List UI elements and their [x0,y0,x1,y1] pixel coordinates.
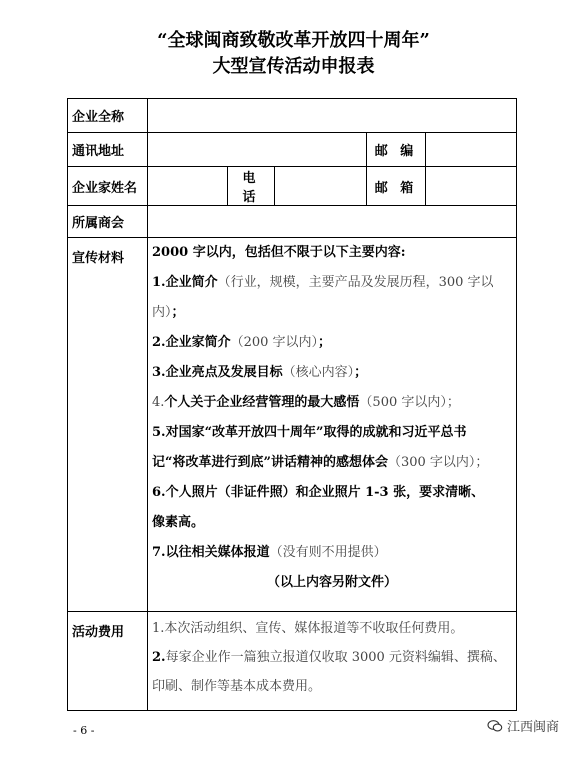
item1-desc-cont: 内） [152,305,172,320]
item3-tail: ； [354,365,368,380]
row-chamber [68,206,517,238]
phone-field[interactable] [275,167,367,206]
fee-line2-number: 2. [152,650,166,665]
page-number: - 6 - [73,724,95,737]
row-founder [68,167,517,206]
email-field[interactable] [426,167,517,206]
item5-line2: 记“将改革进行到底”讲话精神的感想体会 [152,455,388,470]
phone-label: 电 话 [228,167,275,206]
chamber-label: 所属商会 [68,206,148,238]
form-title-line1: “全球闽商致敬改革开放四十周年” [157,30,430,51]
fee-line3: 印刷、制作等基本成本费用。 [152,679,322,694]
row-company-name [68,99,517,133]
item6-line1: 6.个人照片（非证件照）和企业照片 1-3 张，要求清晰、 [152,485,485,500]
fee-line2: 每家企业作一篇独立报道仅收取 3000 元资料编辑、撰稿、 [165,650,506,665]
item1-title: 1.企业简介 [152,275,218,290]
founder-name-field[interactable] [148,167,228,206]
item2-tail: ； [318,335,332,350]
company-name-label: 企业全称 [68,99,148,133]
chamber-field[interactable] [148,206,517,238]
materials-intro: 2000 字以内，包括但不限于以下主要内容: [152,245,406,260]
item3-desc: （核心内容） [282,365,355,380]
item6-line2: 像素高。 [152,515,205,530]
materials-label: 宣传材料 [68,238,148,612]
item7-desc: （没有则不用提供） [269,545,387,560]
application-form-table [67,98,517,711]
attachment-note: （以上内容另附文件） [267,575,398,590]
item3-title: 3.企业亮点及发展目标 [152,365,283,380]
company-name-field[interactable] [148,99,517,133]
row-address [68,133,517,167]
item7-title: 7.以往相关媒体报道 [152,545,270,560]
email-label: 邮 箱 [367,167,426,206]
postcode-label: 邮 编 [367,133,426,167]
item2-desc: （200 字以内） [230,335,319,350]
fee-line1: 1.本次活动组织、宣传、媒体报道等不收取任何费用。 [152,621,464,636]
form-title-line2: 大型宣传活动申报表 [212,56,375,77]
founder-name-label: 企业家姓名 [68,167,148,206]
item5-line1: 5.对国家“改革开放四十周年”取得的成就和习近平总书 [152,425,467,440]
row-fees [68,612,517,711]
row-materials [68,238,517,612]
fees-content [148,612,517,711]
item4-title: 个人关于企业经营管理的最大感悟 [164,395,360,410]
item5-desc: （300 字以内）； [387,455,489,470]
item4-desc: （500 字以内）； [359,395,460,410]
chat-bubble-icon [487,718,503,734]
item1-tail: ； [171,305,185,320]
fees-label: 活动费用 [68,612,148,711]
item2-title: 2.企业家简介 [152,335,231,350]
item1-desc: （行业，规模，主要产品及发展历程，300 字以 [217,275,494,290]
watermark [487,716,559,735]
address-field[interactable] [148,133,367,167]
materials-content [148,238,517,612]
address-label: 通讯地址 [68,133,148,167]
watermark-text: 江西闽商 [507,720,560,735]
item4-number: 4. [152,395,165,410]
postcode-field[interactable] [426,133,517,167]
